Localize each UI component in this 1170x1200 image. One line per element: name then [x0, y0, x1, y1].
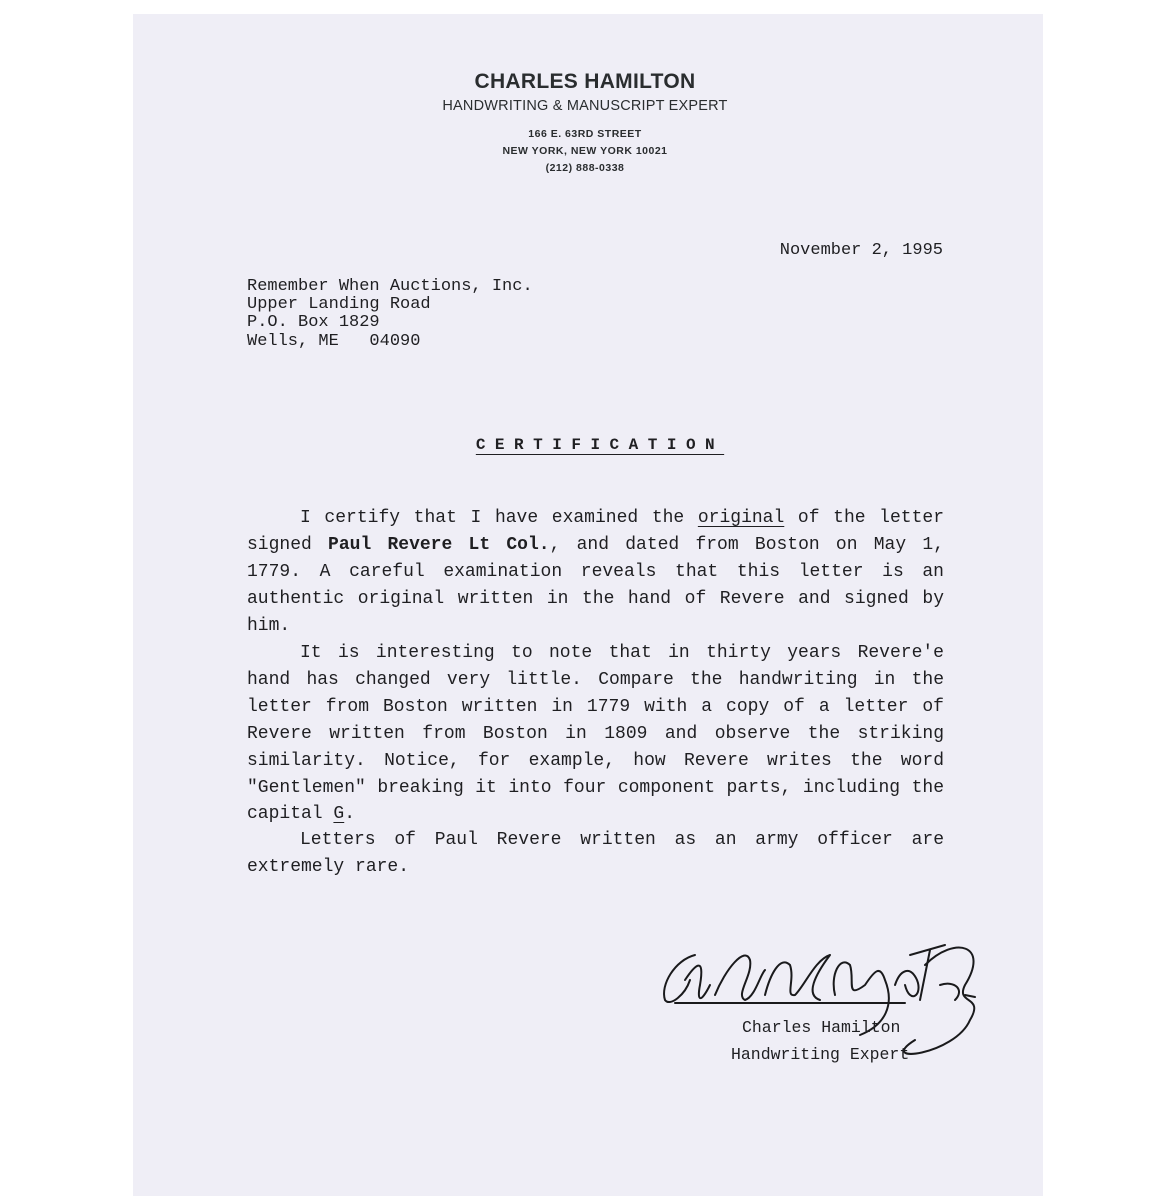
letterhead-name: CHARLES HAMILTON [474, 70, 696, 93]
text: . [344, 804, 356, 825]
signer-title: Handwriting Expert [731, 1045, 910, 1064]
underlined-letter: G [333, 804, 345, 825]
letterhead-city: NEW YORK, NEW YORK 10021 [502, 145, 668, 157]
letterhead-phone: (212) 888-0338 [545, 162, 625, 174]
text: I certify that I have examined the [300, 508, 698, 528]
text: of the letter signed [247, 508, 944, 555]
letter-date: November 2, 1995 [779, 241, 943, 260]
text: , and dated from Boston on May 1, 1779. A careful examination reveals that this letter is an authentic original written in the hand of Revere and signed by him. [247, 534, 944, 636]
letterhead-title: HANDWRITING & MANUSCRIPT EXPERT [442, 98, 728, 114]
underlined-word: original [697, 508, 785, 528]
paragraph-3: Letters of Paul Revere written as an army officer are extremely rare. [247, 830, 944, 877]
certification-heading [0, 436, 1170, 454]
paragraph-2 [247, 640, 944, 828]
address-line: Upper Landing Road [247, 295, 431, 315]
heading-text: CERTIFICATION [475, 436, 725, 454]
paragraph-1 [247, 505, 944, 640]
address-line: Wells, ME 04090 [247, 331, 421, 351]
recipient-address [247, 278, 533, 351]
letterhead-street: 166 E. 63RD STREET [528, 128, 642, 140]
address-line: P.O. Box 1829 [247, 313, 380, 333]
address-line: Remember When Auctions, Inc. [247, 277, 533, 296]
bold-signer: Paul Revere Lt Col. [328, 534, 550, 555]
text: It is interesting to note that in thirty years Revere'e hand has changed very little. Compare the handwriting in the letter from Boston written in 1779 with a copy of a letter of Revere written from Boston in 1809 and observe the striking similarity. Notice, for example, how Revere writes the word "Gentlemen" breaking it into four component parts, including the capital [247, 643, 944, 825]
signer-name: Charles Hamilton [742, 1018, 901, 1037]
